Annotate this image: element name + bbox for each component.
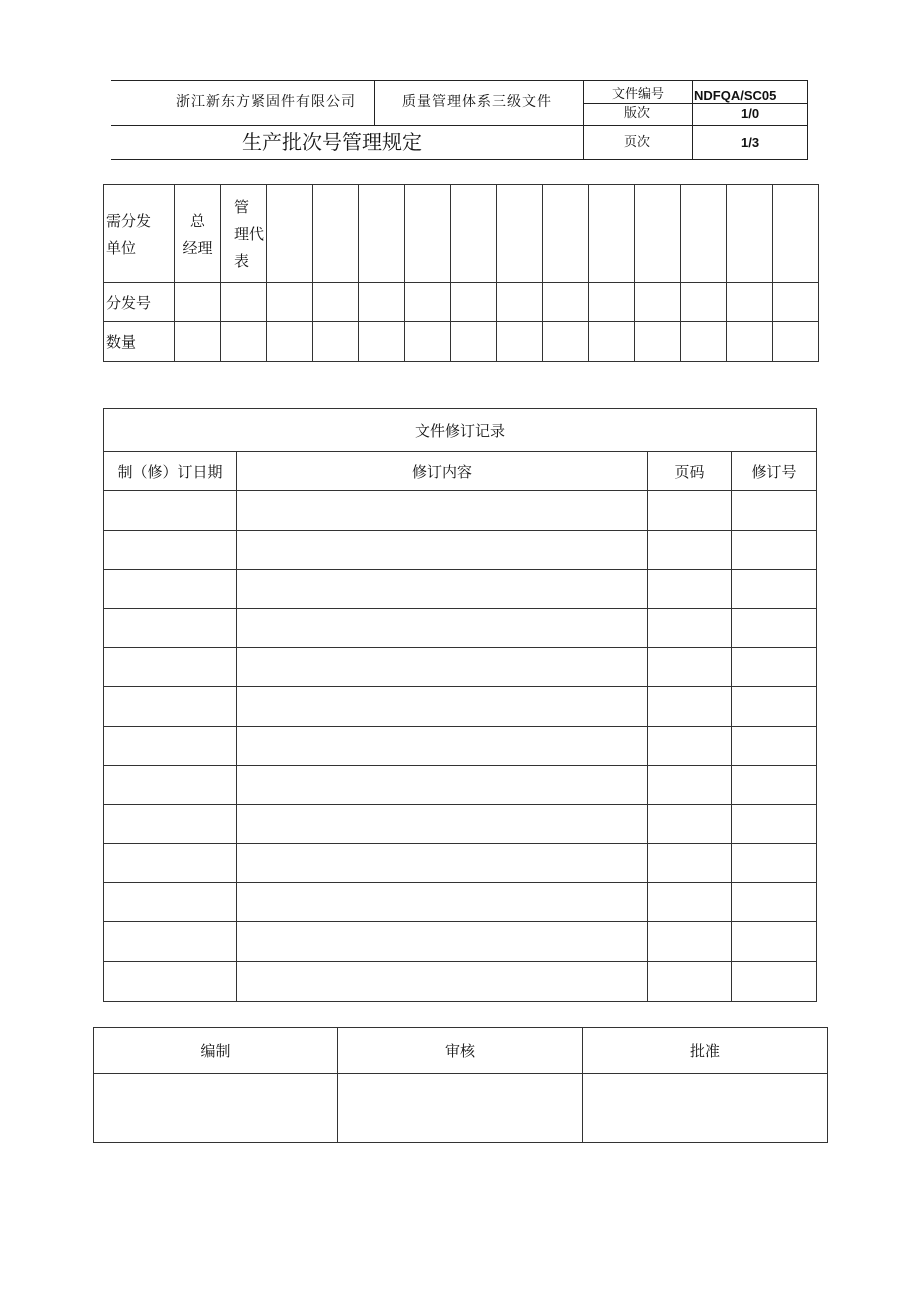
table-row — [104, 765, 817, 804]
blank-cell — [237, 648, 648, 687]
general-manager-header: 总 经理 — [175, 185, 221, 283]
table-row — [104, 608, 817, 647]
blank-cell — [267, 283, 313, 322]
blank-cell — [313, 322, 359, 362]
blank-cell — [104, 648, 237, 687]
blank-cell — [732, 491, 817, 530]
blank-cell — [648, 961, 732, 1001]
blank-cell — [648, 530, 732, 569]
quantity-row — [104, 322, 819, 362]
blank-cell — [237, 726, 648, 765]
blank-cell — [648, 844, 732, 883]
revision-record-table — [103, 408, 817, 1002]
blank-cell — [104, 961, 237, 1001]
blank-cell — [727, 185, 773, 283]
table-row — [104, 569, 817, 608]
blank-cell — [732, 687, 817, 726]
blank-cell — [732, 530, 817, 569]
blank-cell — [773, 283, 819, 322]
blank-cell — [104, 765, 237, 804]
page-value: 1/3 — [741, 135, 760, 150]
blank-cell — [104, 922, 237, 961]
blank-cell — [635, 322, 681, 362]
blank-cell — [405, 322, 451, 362]
blank-cell — [451, 322, 497, 362]
blank-cell — [104, 687, 237, 726]
blank-cell — [773, 185, 819, 283]
table-row — [104, 726, 817, 765]
blank-cell — [497, 322, 543, 362]
blank-cell — [497, 185, 543, 283]
blank-cell — [405, 283, 451, 322]
blank-cell — [313, 283, 359, 322]
table-row — [104, 883, 817, 922]
approved-by-header: 批准 — [583, 1028, 828, 1074]
blank-cell — [104, 569, 237, 608]
management-rep-header: 管 理代 表 — [221, 185, 267, 283]
page-label: 页次 — [624, 135, 651, 150]
company-name: 浙江新东方紧固件有限公司 — [176, 94, 356, 110]
blank-cell — [589, 322, 635, 362]
version-value: 1/0 — [741, 106, 760, 121]
file-number-label: 文件编号 — [612, 87, 665, 102]
blank-cell — [589, 283, 635, 322]
blank-cell — [359, 283, 405, 322]
approval-header-row — [94, 1028, 828, 1074]
distribution-units-row — [104, 185, 819, 283]
blank-cell — [732, 726, 817, 765]
blank-cell — [237, 765, 648, 804]
blank-cell — [267, 185, 313, 283]
approved-by-signature — [583, 1074, 828, 1143]
blank-cell — [359, 185, 405, 283]
blank-cell — [451, 185, 497, 283]
blank-cell — [175, 322, 221, 362]
blank-cell — [221, 283, 267, 322]
blank-cell — [451, 283, 497, 322]
revision-record-title: 文件修订记录 — [104, 409, 817, 452]
distribution-units-label: 需分发 单位 — [104, 185, 175, 283]
blank-cell — [104, 726, 237, 765]
table-row — [104, 804, 817, 843]
blank-cell — [104, 491, 237, 530]
blank-cell — [732, 648, 817, 687]
blank-cell — [313, 185, 359, 283]
blank-cell — [543, 322, 589, 362]
blank-cell — [175, 283, 221, 322]
approval-table — [93, 1027, 828, 1143]
blank-cell — [681, 185, 727, 283]
revision-number-header: 修订号 — [732, 452, 817, 491]
blank-cell — [635, 185, 681, 283]
blank-cell — [732, 883, 817, 922]
table-row — [104, 844, 817, 883]
reviewed-by-header: 审核 — [338, 1028, 583, 1074]
blank-cell — [237, 569, 648, 608]
table-row — [104, 687, 817, 726]
blank-cell — [681, 322, 727, 362]
reviewed-by-signature — [338, 1074, 583, 1143]
blank-cell — [237, 491, 648, 530]
distribution-table — [103, 184, 819, 362]
blank-cell — [543, 185, 589, 283]
quantity-label: 数量 — [104, 322, 175, 362]
blank-cell — [589, 185, 635, 283]
table-row — [104, 961, 817, 1001]
blank-cell — [237, 804, 648, 843]
version-label: 版次 — [624, 106, 651, 121]
blank-cell — [732, 765, 817, 804]
blank-cell — [359, 322, 405, 362]
blank-cell — [237, 530, 648, 569]
table-row — [104, 922, 817, 961]
blank-cell — [237, 687, 648, 726]
blank-cell — [773, 322, 819, 362]
distribution-number-label: 分发号 — [104, 283, 175, 322]
blank-cell — [648, 569, 732, 608]
table-row — [104, 530, 817, 569]
blank-cell — [405, 185, 451, 283]
blank-cell — [237, 961, 648, 1001]
blank-cell — [648, 491, 732, 530]
blank-cell — [648, 883, 732, 922]
blank-cell — [732, 961, 817, 1001]
revision-content-header: 修订内容 — [237, 452, 648, 491]
blank-cell — [497, 283, 543, 322]
revision-date-header: 制（修）订日期 — [104, 452, 237, 491]
blank-cell — [732, 844, 817, 883]
blank-cell — [648, 765, 732, 804]
blank-cell — [648, 608, 732, 647]
blank-cell — [648, 804, 732, 843]
blank-cell — [237, 883, 648, 922]
blank-cell — [237, 922, 648, 961]
table-row — [104, 491, 817, 530]
revision-header-row — [104, 452, 817, 491]
prepared-by-signature — [94, 1074, 338, 1143]
blank-cell — [104, 608, 237, 647]
blank-cell — [727, 283, 773, 322]
blank-cell — [104, 804, 237, 843]
blank-cell — [543, 283, 589, 322]
revision-page-header: 页码 — [648, 452, 732, 491]
blank-cell — [727, 322, 773, 362]
blank-cell — [237, 844, 648, 883]
blank-cell — [221, 322, 267, 362]
file-number-value: NDFQA/SC05 — [694, 88, 777, 103]
blank-cell — [635, 283, 681, 322]
blank-cell — [267, 322, 313, 362]
document-type: 质量管理体系三级文件 — [402, 94, 552, 110]
blank-cell — [104, 530, 237, 569]
table-row — [104, 648, 817, 687]
blank-cell — [732, 569, 817, 608]
blank-cell — [732, 608, 817, 647]
blank-cell — [648, 648, 732, 687]
approval-signature-row — [94, 1074, 828, 1143]
blank-cell — [237, 608, 648, 647]
blank-cell — [104, 883, 237, 922]
distribution-number-row — [104, 283, 819, 322]
blank-cell — [732, 804, 817, 843]
document-title: 生产批次号管理规定 — [242, 130, 422, 154]
blank-cell — [681, 283, 727, 322]
blank-cell — [104, 844, 237, 883]
blank-cell — [648, 726, 732, 765]
blank-cell — [648, 687, 732, 726]
prepared-by-header: 编制 — [94, 1028, 338, 1074]
blank-cell — [648, 922, 732, 961]
blank-cell — [732, 922, 817, 961]
